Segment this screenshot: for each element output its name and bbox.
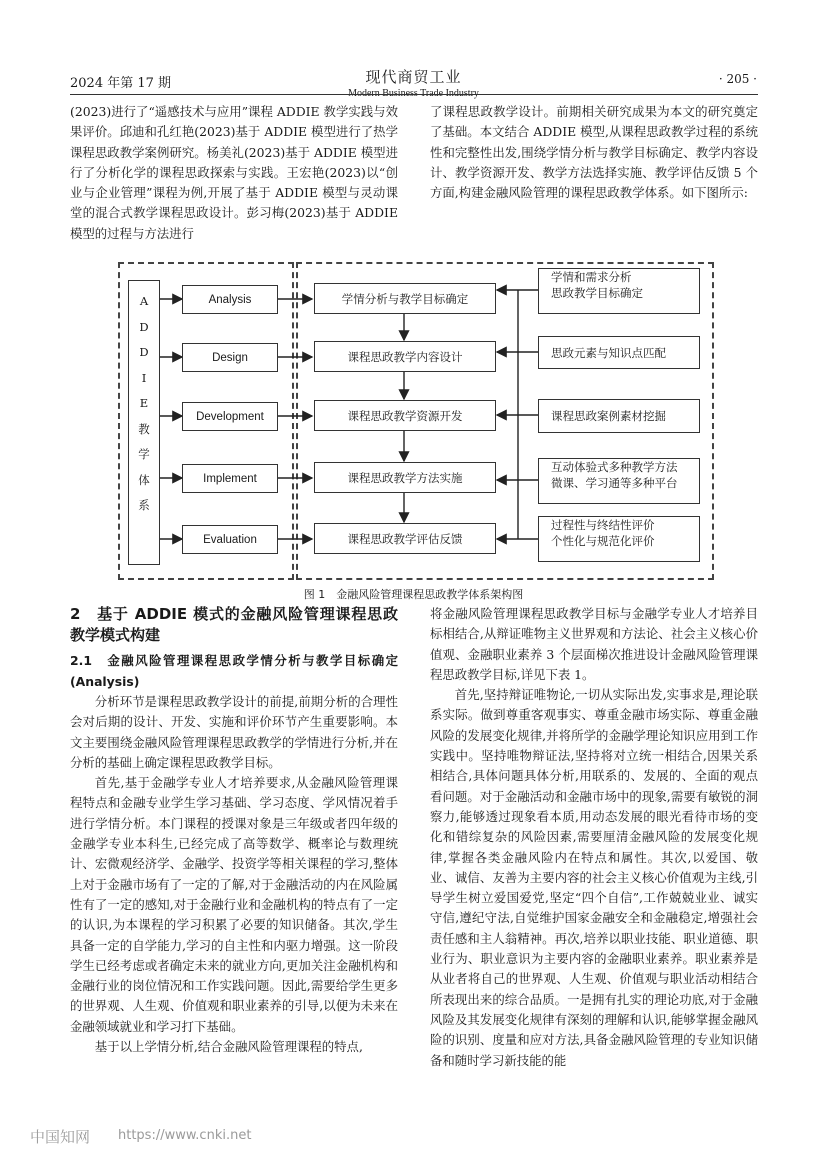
- step-implement: 课程思政教学方法实施: [314, 462, 496, 493]
- issue-label: 2024 年第 17 期: [70, 76, 172, 91]
- cnki-url: https://www.cnki.net: [118, 1128, 252, 1143]
- phase-analysis: Analysis: [182, 285, 278, 314]
- paragraph: 首先,基于金融学专业人才培养要求,从金融风险管理课程特点和金融专业学生学习基础、学习态度、学风情况着手进行学情分析。本门课程的授课对象是三年级或者四年级的金融学专业本科生,已经完成了高等数学、概率论与数理统计、宏微观经济学、金融学、投资学等相关课程的学习,整体上对于金融市场有了一定的了解,对于金融活动的内在风险属性有了一定的感知,对于金融行业和金融机构的特点有了一定的认识,为本课程的学习积累了必要的知识储备。其次,学生具备一定的自学能力,学习的自主性和内驱力增强。这一阶段学生已经考虑或者确定未来的就业方向,更加关注金融机构和金融行业的岗位情况和工作实践问题。因此,需要给学生更多的世界观、人生观、价值观和职业素养的引导,以便为未来在金融领域就业和学习打下基础。: [70, 775, 398, 1034]
- vertical-char: E: [139, 396, 149, 410]
- vertical-char: I: [141, 370, 147, 385]
- detail-development: [538, 399, 700, 433]
- step-analysis: 学情分析与教学目标确定: [314, 283, 496, 314]
- detail-line: 思政元素与知识点匹配: [551, 345, 666, 360]
- lower-left-column: [70, 604, 398, 1057]
- cnki-brand: 中国知网: [30, 1128, 91, 1146]
- subsection-heading: 2.1 金融风险管理课程思政学情分析与教学目标确定(Analysis): [70, 653, 398, 689]
- vertical-char: 系: [138, 498, 150, 512]
- detail-line: 个性化与规范化评价: [551, 534, 655, 548]
- step-development: 课程思政教学资源开发: [314, 400, 496, 431]
- phase-design: Design: [182, 343, 278, 372]
- step-design: 课程思政教学内容设计: [314, 341, 496, 372]
- vertical-char: 体: [138, 472, 150, 487]
- vertical-char: D: [139, 345, 149, 359]
- phase-evaluation: Evaluation: [182, 525, 278, 554]
- journal-title-en: Modern Business Trade Industry: [348, 88, 479, 99]
- vertical-char: 学: [138, 447, 150, 461]
- paragraph: 基于以上学情分析,结合金融风险管理课程的特点,: [94, 1039, 363, 1055]
- detail-evaluation: [538, 516, 700, 562]
- phase-development: Development: [182, 402, 278, 431]
- paragraph: 首先,坚持辩证唯物论,一切从实际出发,实事求是,理论联系实际。做到尊重客观事实、尊重金融市场实际、尊重金融风险的发展变化规律,并将所学的金融学理论知识应用到工作实践中。坚持唯物辩证法,坚持将对立统一相结合,因果关系相结合,具体问题具体分析,用联系的、发展的、全面的观点看问题。对于金融活动和金融市场中的现象,需要有敏锐的洞察力,能够透过现象看本质,用动态发展的眼光看待市场的变化和错综复杂的风险因素,需要厘清金融风险的发展变化规律,掌握各类金融风险内在特点和属性。其次,以爱国、敬业、诚信、友善为主要内容的社会主义核心价值观为主线,引导学生树立爱国爱党,坚定“四个自信”,工作兢兢业业、诚实守信,遵纪守法,自觉维护国家金融安全和金融稳定,增强社会责任感和主人翁精神。再次,培养以职业技能、职业道德、职业行为、职业意识为主要内容的金融职业素养。职业素养是从业者将自己的世界观、人生观、价值观与职业活动相结合所表现出来的综合品质。一是拥有扎实的理论功底,对于金融风险及其发展变化规律有深刻的理解和认识,能够掌握金融风险的识别、度量和应对方法,具备金融风险管理的专业知识储备和随时学习新技能的能: [430, 687, 758, 1068]
- detail-analysis: [538, 268, 700, 314]
- detail-implement: [538, 458, 700, 504]
- paragraph: 了课程思政教学设计。前期相关研究成果为本文的研究奠定了基础。本文结合 ADDIE 模型,从课程思政教学过程的系统性和完整性出发,围绕学情分析与教学目标确定、教学内容设计、教学资源开发、教学方法选择实施、教学评估反馈 5 个方面,构建金融风险管理的课程思政教学体系。如下图所示:: [430, 104, 758, 201]
- vertical-char: A: [139, 294, 149, 308]
- section-heading: 2 基于 ADDIE 模式的金融风险管理课程思政教学模式构建: [70, 605, 398, 644]
- paragraph: 分析环节是课程思政教学设计的前提,前期分析的合理性会对后期的设计、开发、实施和评价环节产生重要影响。本文主要围绕金融风险管理课程思政教学的学情进行分析,并在分析的基础上确定课程思政教学目标。: [70, 694, 398, 770]
- paragraph: 将金融风险管理课程思政教学目标与金融学专业人才培养目标相结合,从辩证唯物主义世界观和方法论、社会主义核心价值观、金融职业素养 3 个层面梯次推进设计金融风险管理课程思政教学目标,详见下表 1。: [430, 606, 758, 682]
- detail-line: 思政教学目标确定: [551, 286, 643, 300]
- step-evaluation: 课程思政教学评估反馈: [314, 523, 496, 554]
- paragraph: (2023)进行了“遥感技术与应用”课程 ADDIE 教学实践与效果评价。邱迪和孔红艳(2023)基于 ADDIE 模型进行了热学课程思政教学案例研究。杨美礼(2023)基于 ADDIE 模型进行了分析化学的课程思政探索与实践。王宏艳(2023)以“创业与企业管理”课程为例,开展了基于 ADDIE 模型与灵动课堂的混合式教学课程思政设计。彭习梅(2023)基于 ADDIE 模型的过程与方法进行: [70, 104, 398, 241]
- vertical-char: 教: [138, 421, 150, 436]
- detail-design: [538, 336, 700, 369]
- detail-line: 学情和需求分析: [551, 270, 632, 284]
- page-number: · 205 ·: [718, 72, 757, 86]
- detail-line: 互动体验式多种教学方法: [551, 460, 678, 474]
- detail-line: 过程性与终结性评价: [551, 518, 655, 532]
- detail-line: 微课、学习通等多种平台: [551, 476, 678, 490]
- lower-right-column: [430, 604, 758, 1071]
- journal-title-cn: 现代商贸工业: [365, 68, 462, 86]
- phase-implement: Implement: [182, 464, 278, 493]
- vertical-char: D: [139, 319, 149, 334]
- detail-line: 课程思政案例素材挖掘: [551, 409, 666, 423]
- figure-caption: 图 1 金融风险管理课程思政教学体系架构图: [303, 588, 524, 601]
